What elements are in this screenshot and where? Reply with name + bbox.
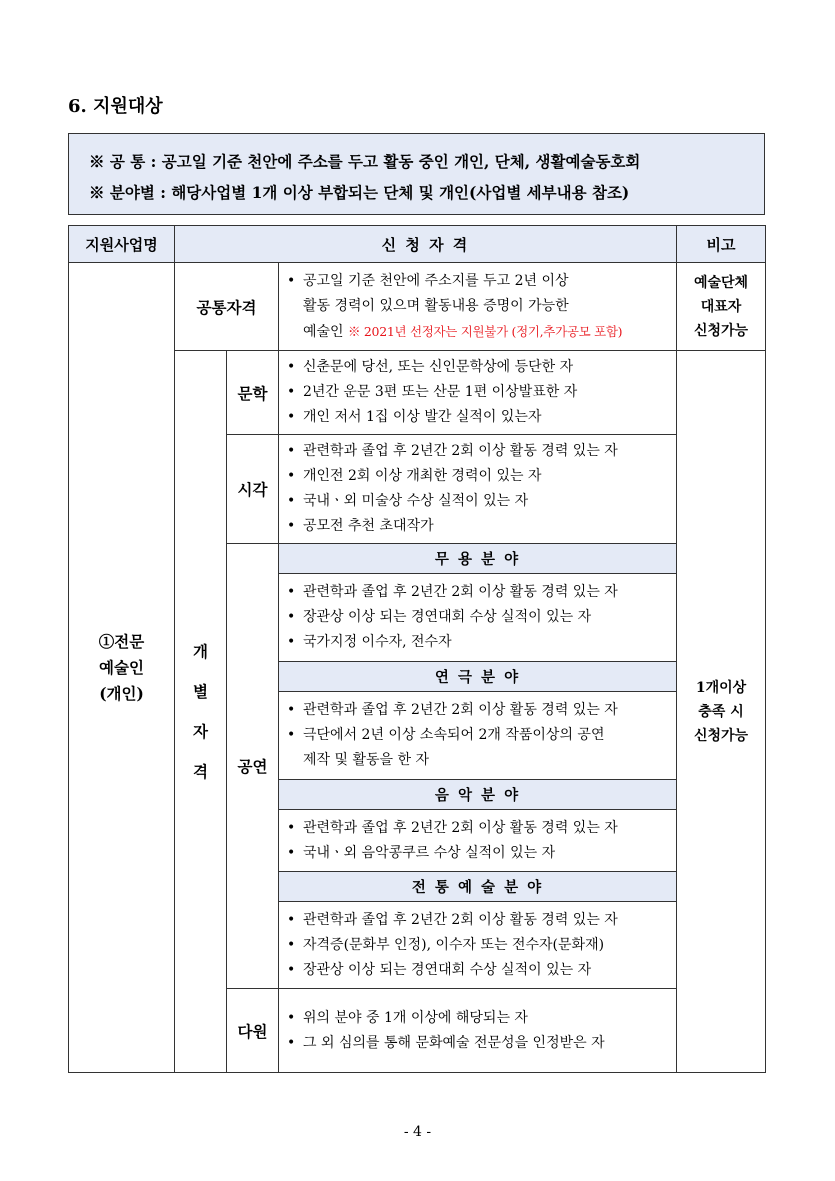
theater-title: 연 극 분 야 bbox=[279, 662, 677, 692]
visual-label: 시각 bbox=[227, 435, 279, 544]
header-note: 비고 bbox=[677, 226, 766, 263]
table-header-row bbox=[69, 226, 766, 263]
warning-text: ※ 2021년 선정자는 지원불가 (정기,추가공모 포함) bbox=[348, 323, 623, 339]
literature-items: • 신춘문에 당선, 또는 신인문학상에 등단한 자 • 2년간 운문 3편 또는 산문 1편 이상발표한 자 • 개인 저서 1집 이상 발간 실적이 있는자 bbox=[279, 351, 677, 435]
individual-label: 개 별 자 격 bbox=[175, 351, 227, 1073]
notice-field: ※ 분야별 : 해당사업별 1개 이상 부합되는 단체 및 개인(사업별 세부내용 참조) bbox=[89, 183, 630, 202]
section-title: 6. 지원대상 bbox=[68, 96, 163, 117]
traditional-items: • 관련학과 졸업 후 2년간 2회 이상 활동 경력 있는 자 • 자격증(문화부 인정), 이수자 또는 전수자(문화재) • 장관상 이상 되는 경연대회 수상 실적이 있는 자 bbox=[279, 902, 677, 989]
business-name: ①전문 예술인 (개인) bbox=[69, 263, 175, 1073]
individual-note: 1개이상 충족 시 신청가능 bbox=[677, 351, 766, 1073]
traditional-title: 전 통 예 술 분 야 bbox=[279, 872, 677, 902]
common-row bbox=[69, 263, 766, 351]
page-number: - 4 - bbox=[403, 1124, 432, 1140]
notice-box bbox=[68, 133, 765, 215]
qualification-table bbox=[68, 225, 766, 1073]
header-qualification: 신 청 자 격 bbox=[175, 226, 677, 263]
multi-items: • 위의 분야 중 1개 이상에 해당되는 자 • 그 외 심의를 통해 문화예술 전문성을 인정받은 자 bbox=[279, 989, 677, 1073]
dance-title: 무 용 분 야 bbox=[279, 544, 677, 574]
common-note: 예술단체 대표자 신청가능 bbox=[677, 263, 766, 351]
multi-label: 다원 bbox=[227, 989, 279, 1073]
visual-items: • 관련학과 졸업 후 2년간 2회 이상 활동 경력 있는 자 • 개인전 2회 이상 개최한 경력이 있는 자 • 국내ㆍ외 미술상 수상 실적이 있는 자 • 공모전 추천 초대작가 bbox=[279, 435, 677, 544]
common-label: 공통자격 bbox=[175, 263, 279, 351]
music-title: 음 악 분 야 bbox=[279, 780, 677, 810]
common-items: • 공고일 기준 천안에 주소지를 두고 2년 이상 활동 경력이 있으며 활동내용 증명이 가능한 예술인 ※ 2021년 선정자는 지원불가 (정기,추가공모 포함) bbox=[279, 263, 677, 351]
music-items: • 관련학과 졸업 후 2년간 2회 이상 활동 경력 있는 자 • 국내ㆍ외 음악콩쿠르 수상 실적이 있는 자 bbox=[279, 810, 677, 872]
literature-label: 문학 bbox=[227, 351, 279, 435]
header-business: 지원사업명 bbox=[69, 226, 175, 263]
theater-items: • 관련학과 졸업 후 2년간 2회 이상 활동 경력 있는 자 • 극단에서 2년 이상 소속되어 2개 작품이상의 공연 제작 및 활동을 한 자 bbox=[279, 692, 677, 780]
dance-items: • 관련학과 졸업 후 2년간 2회 이상 활동 경력 있는 자 • 장관상 이상 되는 경연대회 수상 실적이 있는 자 • 국가지정 이수자, 전수자 bbox=[279, 574, 677, 662]
notice-common: ※ 공 통 : 공고일 기준 천안에 주소를 두고 활동 중인 개인, 단체, 생활예술동호회 bbox=[89, 152, 641, 171]
performance-label: 공연 bbox=[227, 544, 279, 989]
